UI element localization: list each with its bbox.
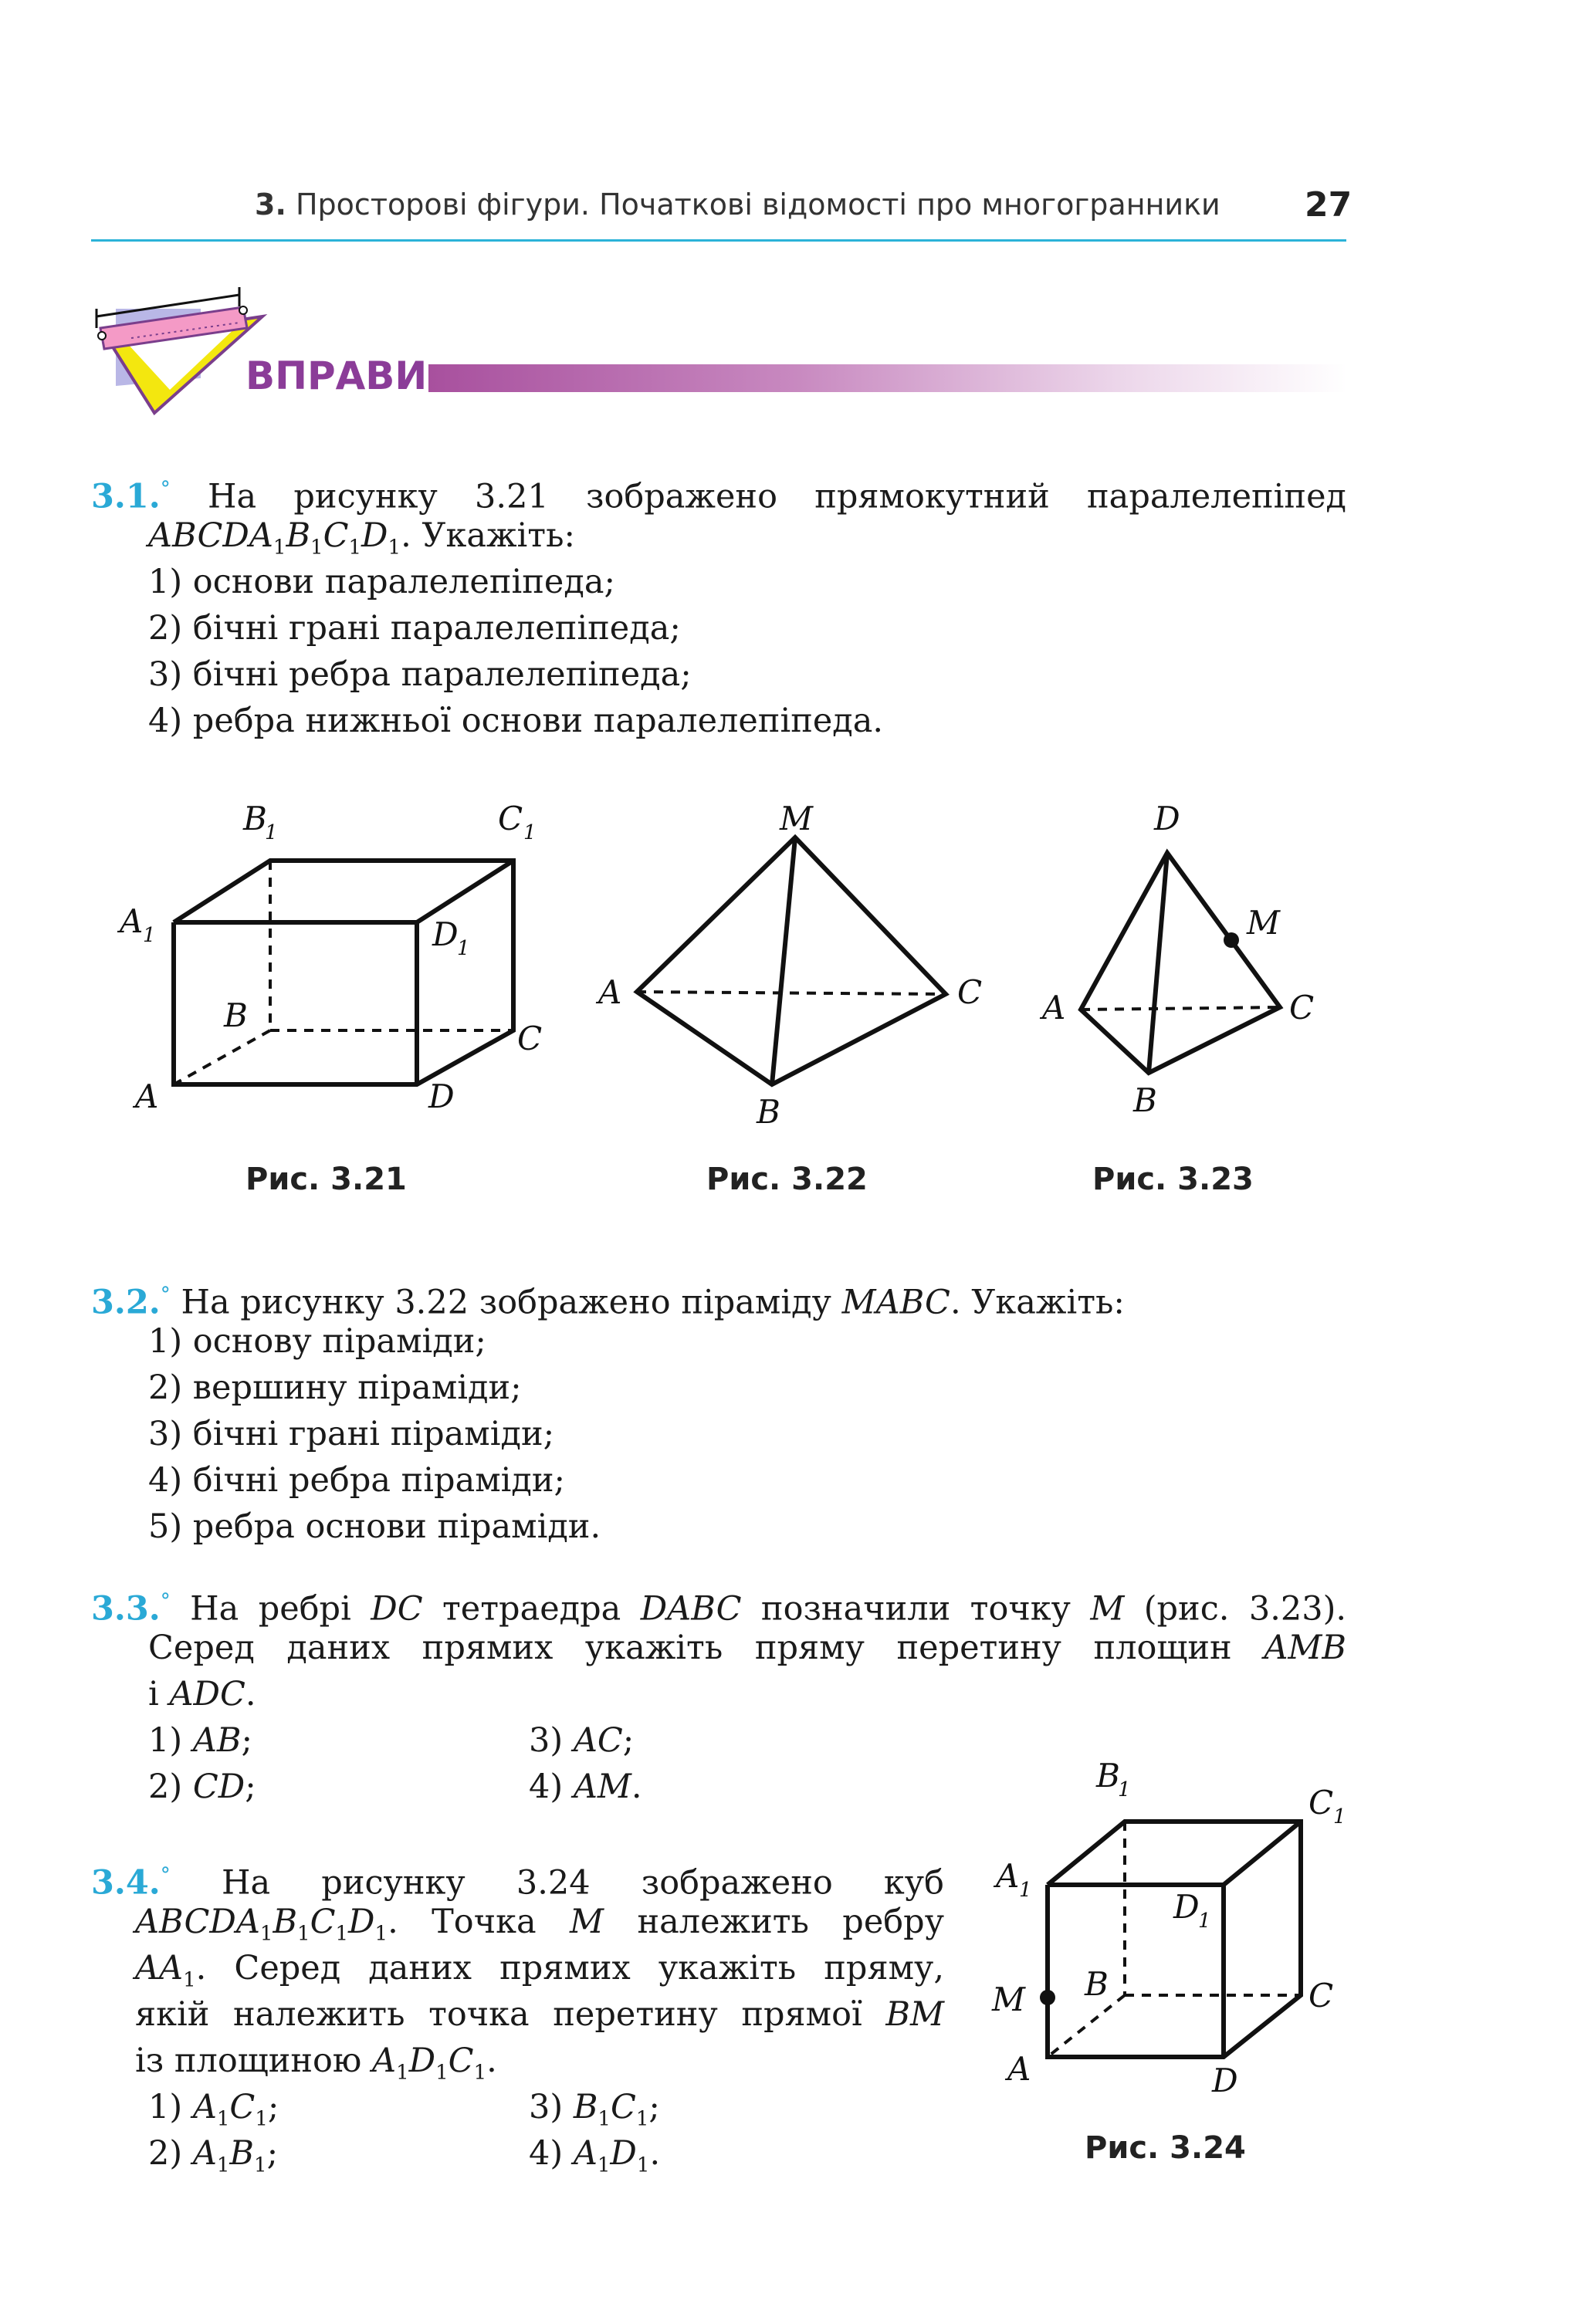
- svg-text:1: 1: [523, 821, 537, 844]
- vertex-label: C: [957, 973, 983, 1011]
- point-m: [1224, 932, 1239, 948]
- exercise-text: . Укажіть:: [950, 1283, 1125, 1322]
- exercise-text: із площиною: [135, 2042, 362, 2080]
- vertex-label: C: [1308, 1977, 1334, 2014]
- figure-3-22-pyramid: [587, 795, 1004, 1135]
- exercise-3-4-line3: $AA_1$. Серед даних прямих укажіть пряму,: [135, 1949, 944, 1992]
- exercise-3-1-line2: $ABCDA_1B_1C_1D_1$. Укажіть:: [148, 516, 575, 560]
- answer-option: 3) AC;: [529, 1721, 635, 1760]
- exercise-text: . Укажіть:: [401, 516, 575, 555]
- vertex-label: A: [120, 902, 144, 940]
- exercise-3-3-line3: і ADC.: [148, 1675, 256, 1713]
- exercise-3-1-items: [148, 559, 883, 744]
- list-item: 3) бічні грані піраміди;: [148, 1415, 555, 1453]
- list-item: 1) основи паралелепіпеда;: [148, 563, 615, 601]
- math-term: M: [1090, 1589, 1125, 1629]
- answer-option: 2) CD;: [148, 1768, 256, 1806]
- exercise-number: 3.2.: [91, 1283, 161, 1322]
- figure-3-23-tetrahedron: [1034, 795, 1343, 1135]
- exercise-3-4-line2: $ABCDA_1B_1C_1D_1$. Точка M належить ребру: [135, 1903, 944, 1946]
- chapter-title: Просторові фігури. Початкові відомості про многогранники: [295, 188, 1220, 222]
- exercise-3-4-line4: [135, 1991, 944, 2038]
- vertex-label: A: [1007, 2050, 1031, 2088]
- math-term: DC: [371, 1589, 423, 1629]
- list-item: 2) бічні грані паралелепіпеда;: [148, 609, 681, 648]
- svg-text:1: 1: [1019, 1879, 1032, 1902]
- point-m: [1040, 1990, 1055, 2005]
- exercise-number: 3.3.: [91, 1589, 161, 1629]
- vertex-label: C: [517, 1020, 543, 1057]
- exercise-3-3-line2: [148, 1625, 1346, 1671]
- exercise-text: . Серед даних прямих укажіть пряму,: [195, 1949, 944, 1987]
- answer-option: 4) $A_1D_1$.: [529, 2134, 661, 2177]
- vertex-label: M: [1247, 904, 1281, 942]
- exercise-text: позначили точку: [760, 1589, 1071, 1629]
- math-term: DABC: [640, 1589, 742, 1629]
- list-item: 4) ребра нижньої основи паралелепіпеда.: [148, 702, 884, 740]
- figure-caption: Рис. 3.23: [1092, 1162, 1254, 1197]
- vertex-label: D: [1212, 2062, 1238, 2099]
- exercise-3-2-line1: 3.2.° На рисунку 3.22 зображено піраміду MABC. Укажіть:: [91, 1283, 1125, 1322]
- answer-option: 2) $A_1B_1$;: [148, 2134, 279, 2177]
- section-title: ВПРАВИ: [245, 354, 428, 398]
- exercise-3-1-line1: 3.1.° На рисунку 3.21 зображено прямокутний паралелепіпед: [91, 477, 1347, 516]
- vertex-label: C: [498, 800, 523, 837]
- vertex-label: B: [224, 996, 248, 1034]
- vertex-label: A: [1042, 989, 1066, 1027]
- vertex-label: B: [1096, 1757, 1120, 1795]
- exercise-text: На рисунку 3.21 зображено прямокутний паралелепіпед: [208, 477, 1347, 516]
- svg-text:1: 1: [1333, 1805, 1346, 1828]
- figure-name: MABC: [841, 1283, 950, 1322]
- list-item: 2) вершину піраміди;: [148, 1368, 522, 1407]
- exercise-3-4-line1: 3.4.° На рисунку 3.24 зображено куб: [91, 1863, 944, 1903]
- exercise-text: . Точка: [388, 1903, 537, 1941]
- list-item: 5) ребра основи піраміди.: [148, 1507, 601, 1546]
- vertex-label: A: [598, 973, 622, 1011]
- svg-text:1: 1: [265, 821, 278, 844]
- exercise-text: тетраедра: [442, 1589, 621, 1629]
- list-item: 3) бічні ребра паралелепіпеда;: [148, 655, 692, 694]
- math-term: AMB: [1264, 1629, 1346, 1667]
- figure-3-21-parallelepiped: [108, 795, 571, 1135]
- math-term: BM: [885, 1995, 944, 2034]
- svg-text:1: 1: [457, 937, 470, 960]
- exercise-text: Серед даних прямих укажіть пряму перетину площин: [148, 1629, 1232, 1667]
- exercise-text: якій належить точка перетину прямої: [135, 1995, 862, 2034]
- list-item: 1) основу піраміди;: [148, 1322, 486, 1361]
- exercise-text: На рисунку 3.24 зображено куб: [221, 1863, 944, 1903]
- vertex-label: A: [996, 1857, 1020, 1895]
- svg-text:1: 1: [1118, 1778, 1131, 1801]
- math-term: M: [570, 1903, 604, 1941]
- svg-text:1: 1: [1198, 1910, 1211, 1933]
- vertex-label: C: [1289, 989, 1315, 1027]
- answer-option: 1) $A_1C_1$;: [148, 2088, 279, 2131]
- vertex-label: B: [757, 1093, 780, 1131]
- vertex-label: B: [1133, 1081, 1157, 1119]
- vertex-label: C: [1308, 1784, 1334, 1822]
- exercise-text: На рисунку 3.22 зображено піраміду: [181, 1283, 831, 1322]
- vertex-label: B: [1085, 1965, 1109, 2003]
- figure-caption: Рис. 3.22: [706, 1162, 868, 1197]
- exercise-3-3-line1: 3.3.° На ребрі DC тетраедра DABC позначили точку M (рис. 3.23).: [91, 1589, 1347, 1629]
- answer-option: 4) AM.: [529, 1768, 642, 1806]
- vertex-label: D: [1154, 800, 1180, 837]
- figure-caption: Рис. 3.21: [245, 1162, 407, 1197]
- exercise-text: і: [148, 1675, 159, 1713]
- list-item: 4) бічні ребра піраміди;: [148, 1461, 566, 1500]
- vertex-label: D: [1173, 1888, 1200, 1926]
- vertex-label: M: [992, 1981, 1026, 2018]
- figure-caption: Рис. 3.24: [1085, 2130, 1246, 2166]
- exercise-3-2-items: [148, 1318, 601, 1550]
- vertex-label: D: [432, 915, 459, 953]
- vertex-label: B: [243, 800, 267, 837]
- answer-option: 3) $B_1C_1$;: [529, 2088, 660, 2131]
- exercise-text: (рис. 3.23).: [1143, 1589, 1347, 1629]
- exercise-number: 3.4.: [91, 1863, 161, 1903]
- page-number: 27: [1305, 185, 1352, 225]
- svg-text:1: 1: [143, 924, 156, 947]
- vertex-label: A: [135, 1077, 159, 1115]
- exercise-text: належить ребру: [637, 1903, 944, 1941]
- answer-option: 1) AB;: [148, 1721, 252, 1760]
- exercise-text: На ребрі: [190, 1589, 351, 1629]
- figure-name: ABCDA: [148, 516, 273, 555]
- vertex-label: M: [780, 800, 814, 837]
- section-bar: [428, 364, 1347, 392]
- header-divider: [91, 239, 1346, 242]
- chapter-number: 3.: [255, 188, 286, 222]
- figure-3-24-cube: [977, 1752, 1363, 2099]
- running-header: [255, 188, 1220, 222]
- ruler-triangle-icon: [85, 286, 270, 417]
- vertex-label: D: [428, 1077, 455, 1115]
- math-term: ADC: [169, 1675, 245, 1713]
- exercise-3-4-line5: із площиною $A_1D_1C_1$.: [135, 2042, 497, 2085]
- exercise-number: 3.1.: [91, 477, 161, 516]
